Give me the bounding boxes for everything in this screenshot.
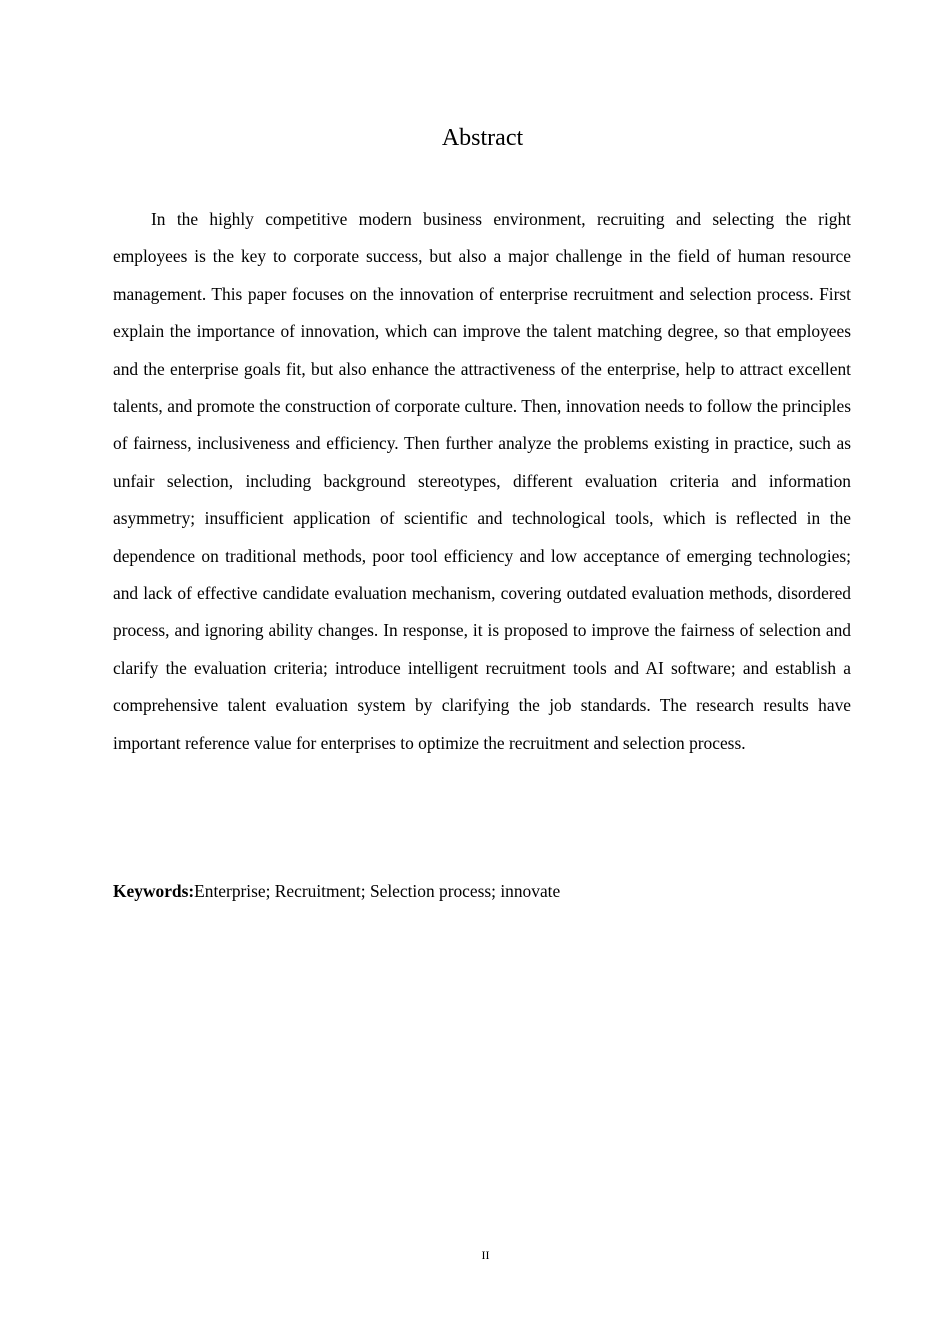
abstract-body: In the highly competitive modern business environment, recruiting and selecting the right employees is the key to corporate success, but also a major challenge in the field of human resource management. This paper focuses on the innovation of enterprise recruitment and selection process. First explain the importance of innovation, which can improve the talent matching degree, so that employees and the enterprise goals fit, but also enhance the attractiveness of the enterprise, help to attract excellent talents, and promote the construction of corporate culture. Then, innovation needs to follow the principles of fairness, inclusiveness and efficiency. Then further analyze the problems existing in practice, such as unfair selection, including background stereotypes, different evaluation criteria and information asymmetry; insufficient application of scientific and technological tools, which is reflected in the dependence on traditional methods, poor tool efficiency and low acceptance of emerging technologies; and lack of effective candidate evaluation mechanism, covering outdated evaluation methods, disordered process, and ignoring ability changes. In response, it is proposed to improve the fairness of selection and clarify the evaluation criteria; introduce intelligent recruitment tools and AI software; and establish a comprehensive talent evaluation system by clarifying the job standards. The research results have important reference value for enterprises to optimize the recruitment and selection process. [113, 209, 851, 753]
keywords-line [113, 873, 851, 910]
page-title: Abstract [441, 125, 524, 151]
keywords-label: Keywords: [113, 881, 195, 901]
page-number: II [481, 1248, 490, 1262]
keywords-text: Enterprise; Recruitment; Selection process; innovate [194, 881, 561, 901]
